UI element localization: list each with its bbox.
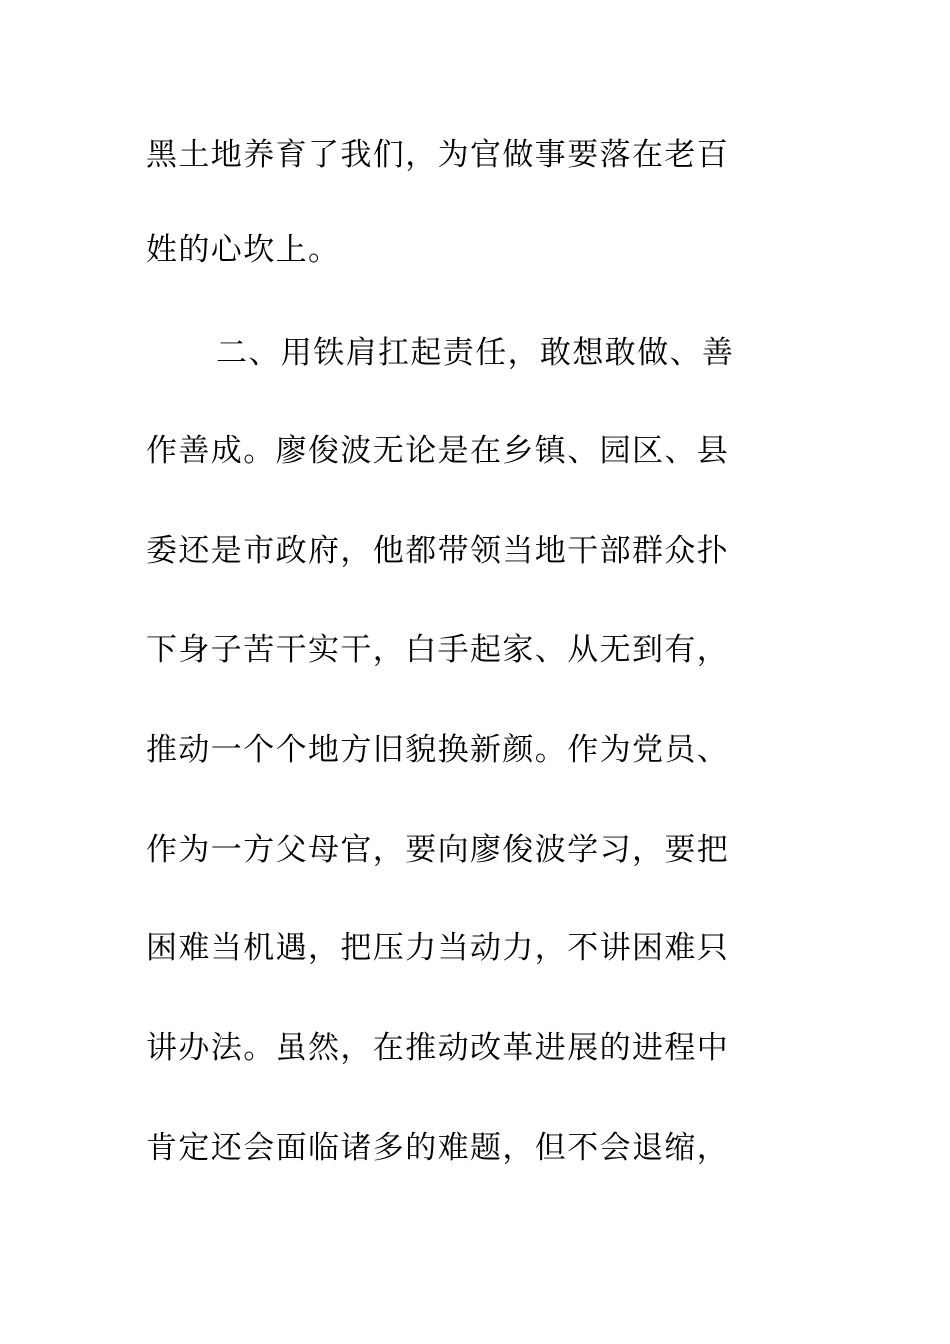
paragraph-line: 姓的心坎上。 — [146, 232, 341, 268]
paragraph-line: 作为一方父母官，要向廖俊波学习，要把 — [146, 832, 730, 868]
paragraph-line: 讲办法。虽然，在推动改革进展的进程中 — [146, 1030, 730, 1066]
paragraph-line: 委还是市政府，他都带领当地干部群众扑 — [146, 533, 730, 569]
paragraph-line: 下身子苦干实干，白手起家、从无到有， — [146, 632, 730, 668]
paragraph-line: 推动一个个地方旧貌换新颜。作为党员、 — [146, 732, 730, 768]
paragraph-line: 困难当机遇，把压力当动力，不讲困难只 — [146, 930, 730, 966]
paragraph-line: 作善成。廖俊波无论是在乡镇、园区、县 — [146, 433, 730, 469]
paragraph-line: 肯定还会面临诸多的难题，但不会退缩， — [146, 1130, 730, 1166]
section-heading-line: 二、用铁肩扛起责任，敢想敢做、善 — [216, 335, 735, 371]
paragraph-line: 黑土地养育了我们，为官做事要落在老百 — [146, 137, 730, 173]
